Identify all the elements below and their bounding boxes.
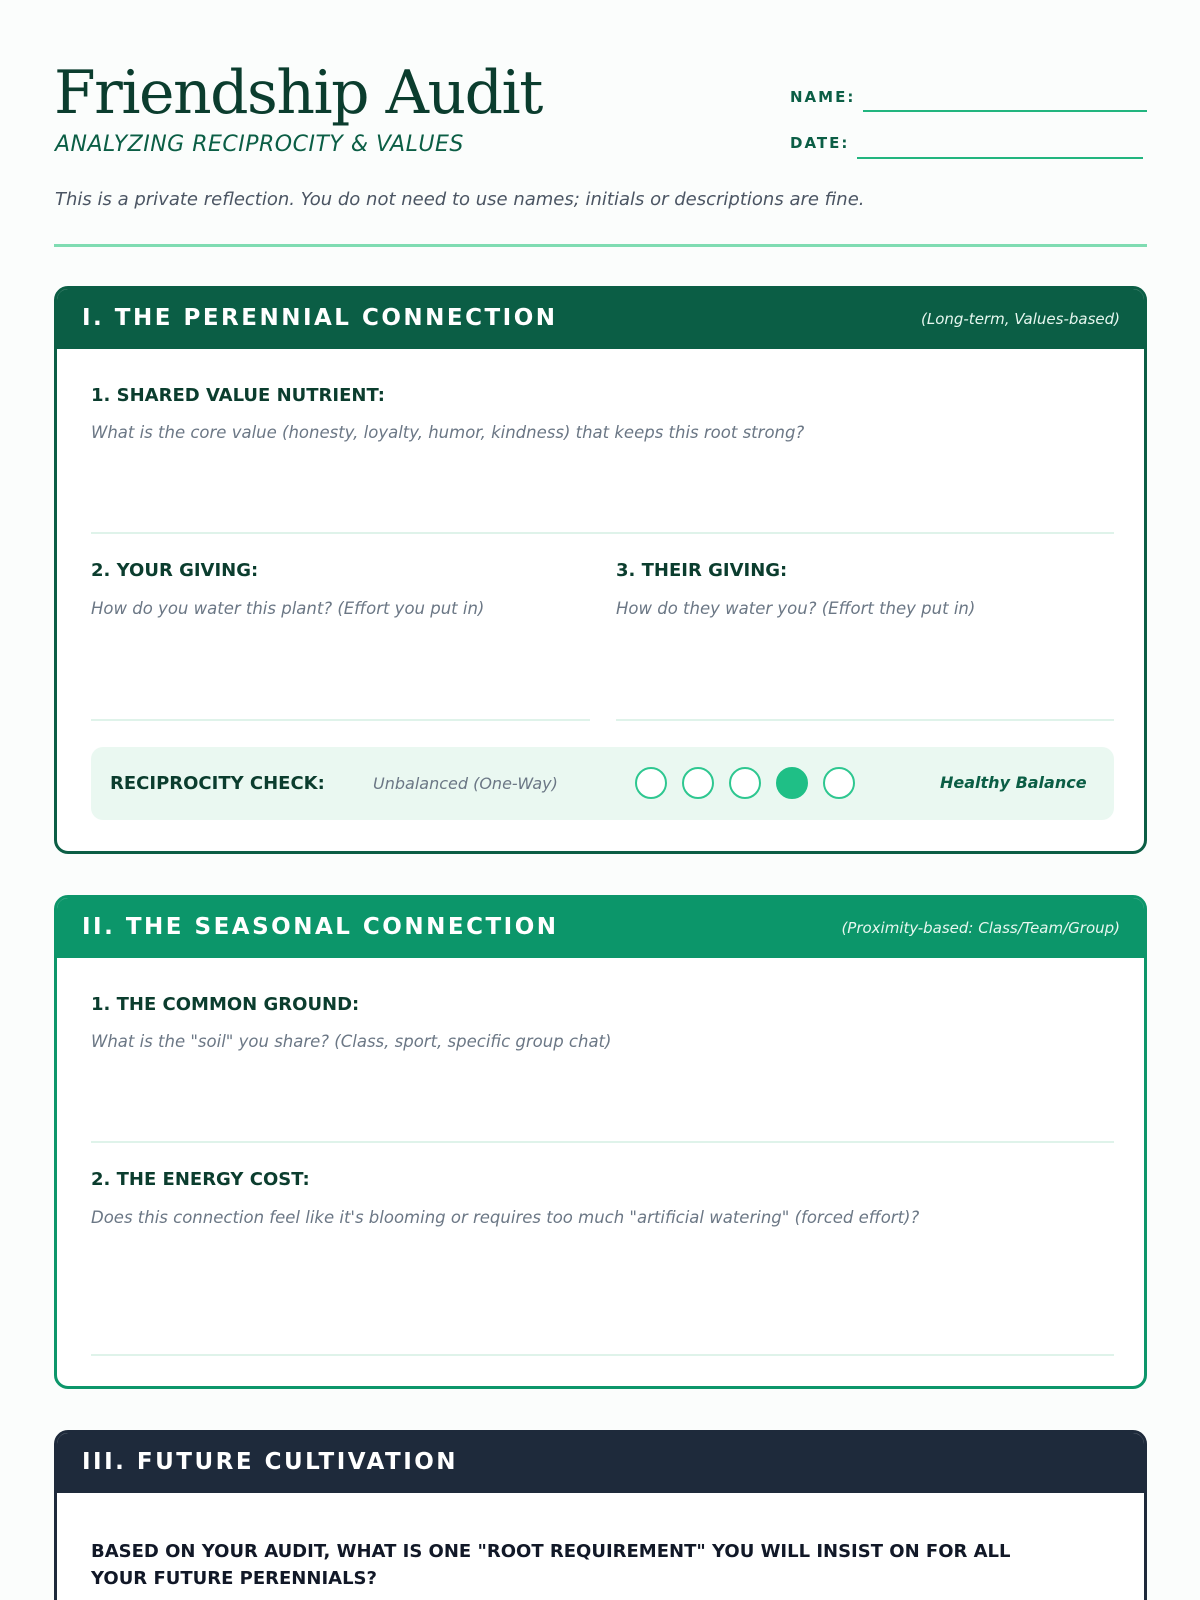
reciprocity-check: [91, 747, 1114, 820]
section-tag: (Long-term, Values-based): [920, 310, 1120, 328]
section-title: III. FUTURE CULTIVATION: [82, 1449, 459, 1475]
reciprocity-dot-4[interactable]: [776, 767, 808, 799]
your-giving-answer-line[interactable]: [91, 719, 590, 721]
section-header: [57, 289, 1144, 349]
reciprocity-scale: [635, 767, 855, 799]
privacy-note: This is a private reflection. You do not need to use names; initials or descriptions are fine.: [55, 189, 865, 210]
section-title: I. THE PERENNIAL CONNECTION: [82, 305, 558, 331]
root-requirement-question: BASED ON YOUR AUDIT, WHAT IS ONE "ROOT REQUIREMENT" YOU WILL INSIST ON FOR ALL YOUR FUTURE PERENNIALS?: [91, 1541, 1011, 1589]
their-giving-label: 3. THEIR GIVING:: [616, 560, 788, 581]
energy-cost-hint: Does this connection feel like it's blooming or requires too much "artificial watering" (forced effort)?: [91, 1208, 920, 1227]
reciprocity-low-label: Unbalanced (One-Way): [373, 774, 558, 793]
shared-value-hint: What is the core value (honesty, loyalty, humor, kindness) that keeps this root strong?: [91, 423, 805, 442]
their-giving-hint: How do they water you? (Effort they put in): [616, 599, 976, 618]
reciprocity-dot-5[interactable]: [823, 767, 855, 799]
section-header: [57, 1433, 1144, 1493]
section-title: II. THE SEASONAL CONNECTION: [82, 914, 559, 940]
section-header: [57, 898, 1144, 958]
section-perennial: [54, 286, 1147, 854]
name-label: NAME:: [790, 88, 856, 106]
section-seasonal: [54, 895, 1147, 1389]
section-tag: (Proximity-based: Class/Team/Group): [841, 919, 1120, 937]
reciprocity-high-label: Healthy Balance: [940, 773, 1087, 792]
common-ground-hint: What is the "soil" you share? (Class, sport, specific group chat): [91, 1032, 612, 1051]
energy-cost-answer-line[interactable]: [91, 1354, 1114, 1356]
common-ground-answer-line[interactable]: [91, 1141, 1114, 1143]
your-giving-hint: How do you water this plant? (Effort you put in): [91, 599, 485, 618]
page-title: Friendship Audit: [54, 58, 542, 128]
reciprocity-dot-2[interactable]: [682, 767, 714, 799]
section-future-cultivation: [54, 1430, 1147, 1600]
reciprocity-dot-3[interactable]: [729, 767, 761, 799]
shared-value-label: 1. SHARED VALUE NUTRIENT:: [91, 385, 385, 406]
your-giving-label: 2. YOUR GIVING:: [91, 560, 259, 581]
date-label: DATE:: [790, 134, 850, 152]
name-field[interactable]: [863, 110, 1147, 112]
reciprocity-label: RECIPROCITY CHECK:: [110, 773, 325, 794]
page-subtitle: ANALYZING RECIPROCITY & VALUES: [55, 132, 464, 157]
common-ground-label: 1. THE COMMON GROUND:: [91, 994, 360, 1015]
shared-value-answer-line[interactable]: [91, 532, 1114, 534]
worksheet-header: [54, 52, 1147, 247]
their-giving-answer-line[interactable]: [616, 719, 1114, 721]
energy-cost-label: 2. THE ENERGY COST:: [91, 1169, 310, 1190]
date-field[interactable]: [857, 157, 1143, 159]
reciprocity-dot-1[interactable]: [635, 767, 667, 799]
